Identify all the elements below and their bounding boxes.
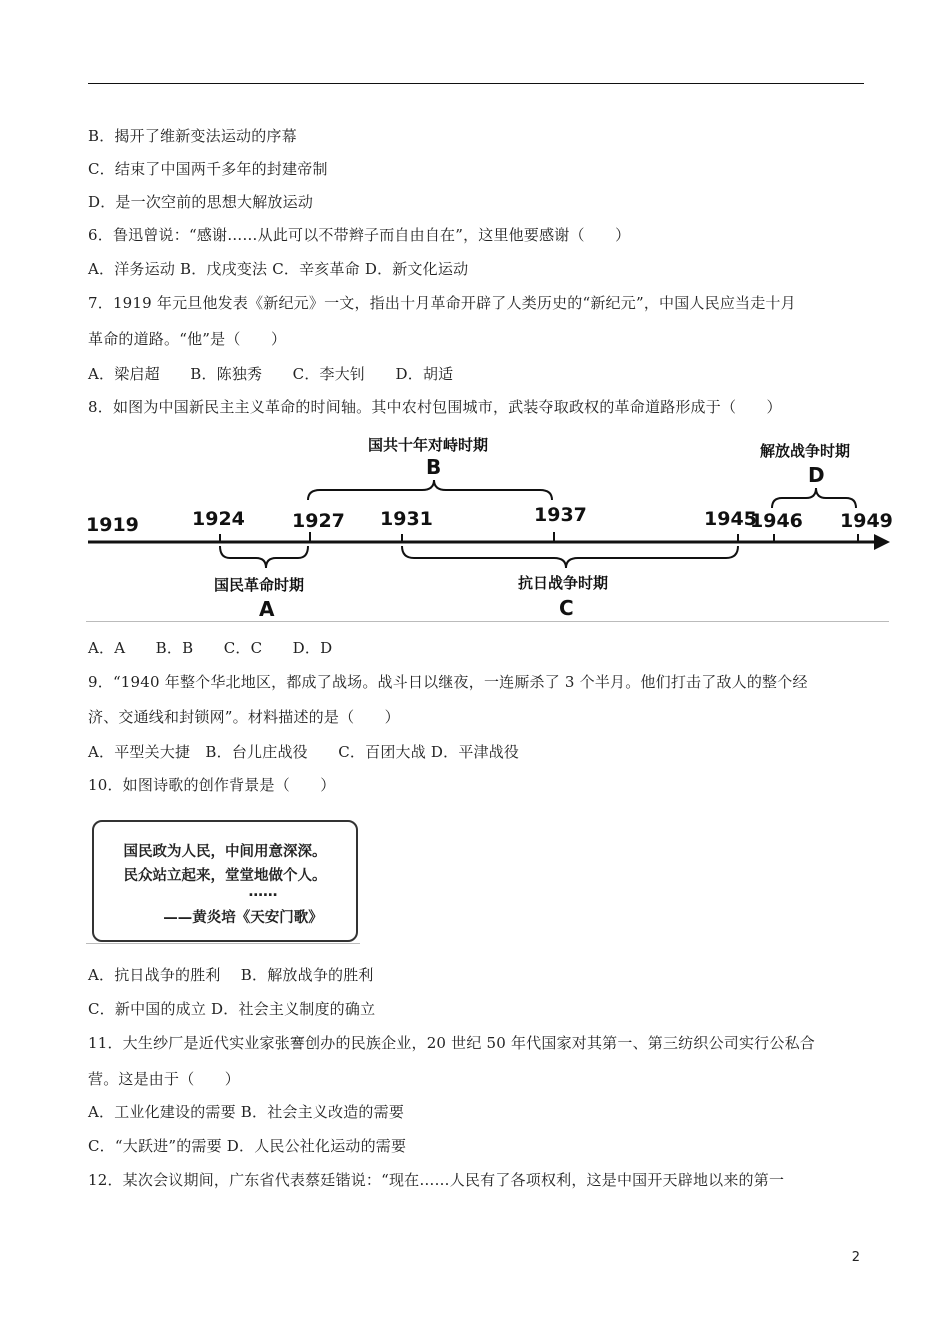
year-1937: 1937 [534,504,587,526]
letter-b: B [426,455,442,479]
year-1931: 1931 [380,508,433,530]
options-q10-line1: A．抗日战争的胜利 B．解放战争的胜利 [88,966,374,984]
letter-d: D [808,463,825,487]
poem-attribution: ——黄炎培《天安门歌》 [163,910,323,926]
poem-line-2: 民众站立起来，堂堂地做个人。 [123,868,327,884]
options-q8: A．A B．B C．C D．D [88,639,333,657]
timeline-arrow [874,534,890,550]
poem-figure-border [86,943,360,944]
question-7-line1: 7．1919 年元旦他发表《新纪元》一文，指出十月革命开辟了人类历史的“新纪元”，中国人民应当走十月 [88,294,796,312]
question-11-line2: 营。这是由于（ ） [88,1070,241,1088]
question-9-line2: 济、交通线和封锁网”。材料描述的是（ ） [88,708,400,726]
question-10: 10．如图诗歌的创作背景是（ ） [88,776,336,794]
option-c-q5: C．结束了中国两千多年的封建帝制 [88,160,328,178]
poem-line-1: 国民政为人民，中间用意深深。 [123,844,327,860]
figure-border [86,621,889,622]
option-d-q5: D．是一次空前的思想大解放运动 [88,193,314,211]
question-7-line2: 革命的道路。“他”是（ ） [88,330,287,348]
year-1927: 1927 [292,510,345,532]
period-d-label: 解放战争时期 [760,442,851,460]
letter-a: A [259,597,275,621]
options-q11-line2: C．“大跃进”的需要 D．人民公社化运动的需要 [88,1137,407,1155]
poem-ellipsis: …… [248,884,278,900]
period-a-label: 国民革命时期 [214,576,305,594]
options-q6: A．洋务运动 B．戊戌变法 C．辛亥革命 D．新文化运动 [88,260,469,278]
year-1919: 1919 [86,514,139,536]
option-b-q5: B．揭开了维新变法运动的序幕 [88,127,297,145]
options-q10-line2: C．新中国的成立 D．社会主义制度的确立 [88,1000,376,1018]
period-b-label: 国共十年对峙时期 [368,436,489,454]
year-1945: 1945 [704,508,757,530]
year-1949: 1949 [840,510,893,532]
header-rule [88,83,864,84]
year-1924: 1924 [192,508,245,530]
brace-a [220,546,308,568]
brace-b [308,480,552,500]
question-9-line1: 9．“1940 年整个华北地区，都成了战场。战斗日以继夜，一连厮杀了 3 个半月。他们打击了敌人的整个经 [88,673,808,691]
options-q9: A．平型关大捷 B．台儿庄战役 C．百团大战 D．平津战役 [88,743,520,761]
year-1946: 1946 [750,510,803,532]
letter-c: C [559,596,574,620]
brace-d [772,488,856,508]
poem-figure [92,820,358,942]
timeline-figure [84,428,894,623]
options-q7: A．梁启超 B．陈独秀 C．李大钊 D．胡适 [88,365,454,383]
question-12: 12．某次会议期间，广东省代表蔡廷锴说：“现在……人民有了各项权利，这是中国开天辟地以来的第一 [88,1171,785,1189]
brace-c [402,546,738,568]
question-6: 6．鲁迅曾说：“感谢……从此可以不带辫子而自由自在”，这里他要感谢（ ） [88,226,631,244]
question-8: 8．如图为中国新民主主义革命的时间轴。其中农村包围城市，武装夺取政权的革命道路形成于（ ） [88,398,782,416]
page-number: 2 [851,1250,860,1265]
question-11-line1: 11．大生纱厂是近代实业家张謇创办的民族企业，20 世纪 50 年代国家对其第一、第三纺织公司实行公私合 [88,1034,815,1052]
period-c-label: 抗日战争时期 [518,574,609,592]
options-q11-line1: A．工业化建设的需要 B．社会主义改造的需要 [88,1103,405,1121]
